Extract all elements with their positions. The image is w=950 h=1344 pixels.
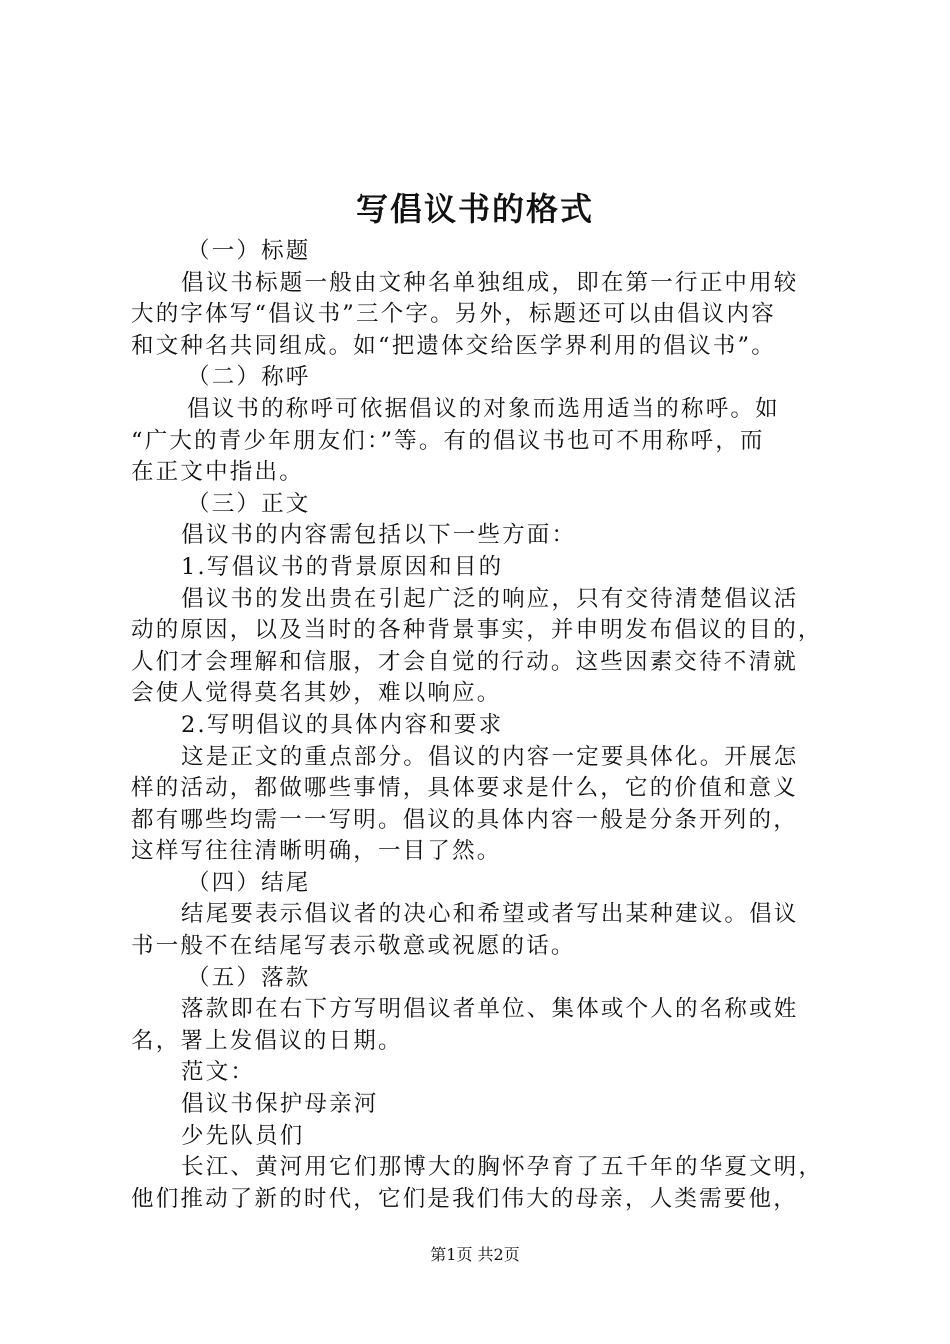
text-line: 倡议书的内容需包括以下一些方面： [181, 522, 577, 549]
text-line: 大的字体写“倡议书”三个字。另外，标题还可以由倡议内容 [131, 301, 776, 328]
text-line: 会使人觉得莫名其妙，难以响应。 [131, 680, 502, 707]
text-line: 1.写倡议书的背景原因和目的 [181, 553, 504, 580]
text-line: 和文种名共同组成。如“把遗体交给医学界利用的倡议书”。 [131, 332, 776, 359]
text-line: 长江、黄河用它们那博大的胸怀孕育了五千年的华夏文明， [181, 1154, 824, 1181]
text-line: （四）结尾 [187, 869, 311, 896]
document-body [131, 236, 831, 1215]
page-footer: 第1页 共2页 [430, 1245, 520, 1264]
text-line: 这是正文的重点部分。倡议的内容一定要具体化。开展怎 [181, 743, 799, 770]
text-line: （三）正文 [187, 490, 311, 517]
text-line: 都有哪些均需一一写明。倡议的具体内容一般是分条开列的， [131, 806, 798, 833]
text-line: 倡议书的称呼可依据倡议的对象而选用适当的称呼。如 [187, 395, 780, 422]
text-line: 少先队员们 [181, 1122, 305, 1149]
text-line: 倡议书标题一般由文种名单独组成，即在第一行正中用较 [181, 269, 799, 296]
text-line: （一）标题 [187, 238, 311, 264]
text-line: 他们推动了新的时代，它们是我们伟大的母亲，人类需要他， [131, 1185, 798, 1212]
text-line: 人们才会理解和信服，才会自觉的行动。这些因素交待不清就 [131, 648, 798, 675]
text-line: 书一般不在结尾写表示敬意或祝愿的话。 [131, 933, 576, 960]
text-line: 这样写往往清晰明确，一目了然。 [131, 838, 502, 865]
document-title: 写倡议书的格式 [355, 190, 594, 228]
text-line: 范文： [181, 1059, 256, 1086]
text-line: 名，署上发倡议的日期。 [131, 1027, 403, 1054]
text-line: “广大的青少年朋友们：”等。有的倡议书也可不用称呼，而 [131, 427, 765, 454]
text-line: 在正文中指出。 [131, 459, 304, 486]
text-line: 倡议书保护母亲河 [181, 1091, 379, 1118]
text-line: 落款即在右下方写明倡议者单位、集体或个人的名称或姓 [181, 996, 799, 1023]
text-line: 倡议书的发出贵在引起广泛的响应，只有交待清楚倡议活 [181, 585, 799, 612]
text-line: 结尾要表示倡议者的决心和希望或者写出某种建议。倡议 [181, 901, 799, 928]
text-line: 2.写明倡议的具体内容和要求 [181, 711, 504, 738]
text-line: 样的活动，都做哪些事情，具体要求是什么，它的价值和意义 [131, 775, 798, 802]
text-line: 动的原因，以及当时的各种背景事实，并申明发布倡议的目的， [131, 617, 823, 644]
text-line: （二）称呼 [187, 364, 311, 391]
text-line: （五）落款 [187, 964, 311, 991]
